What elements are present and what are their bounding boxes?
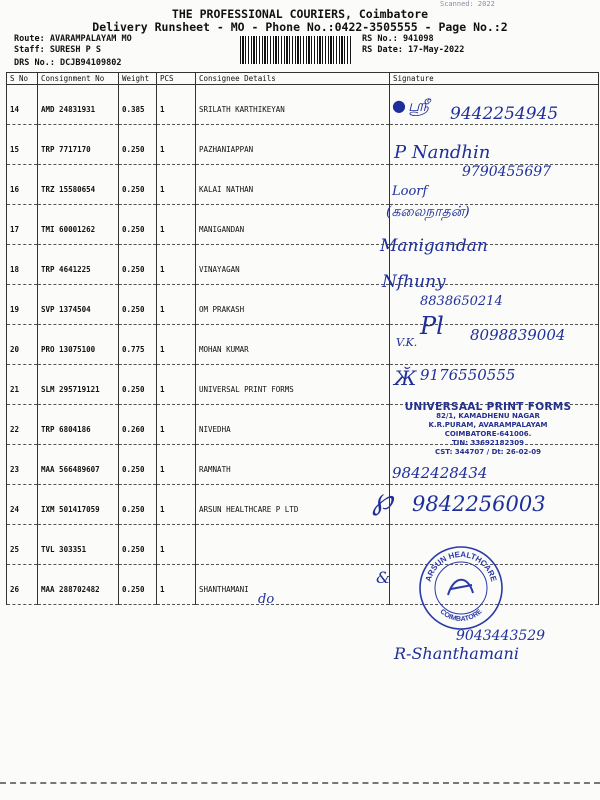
- stamp-line4: COIMBATORE-641006.: [444, 430, 532, 438]
- table-row: [7, 565, 599, 605]
- cell-consignee: VINAYAGAN: [196, 245, 390, 285]
- cell-consignee: NIVEDHA: [196, 405, 390, 445]
- company-title: THE PROFESSIONAL COURIERS, Coimbatore: [171, 7, 429, 21]
- signature-14: ஸ்ரீ: [408, 96, 429, 115]
- table-row: [7, 125, 599, 165]
- cell-consignee: RAMNATH: [196, 445, 390, 485]
- handwritten-tamil-16: (கலைநாதன்): [386, 204, 470, 220]
- runsheet-subtitle: Delivery Runsheet - MO - Phone No.:0422-3505555 - Page No.:2: [92, 20, 508, 34]
- cell-consignee: SRILATH KARTHIKEYAN: [196, 85, 390, 125]
- handwritten-phone-19: 8098839004: [470, 326, 566, 344]
- cell-weight: 0.250: [119, 245, 157, 285]
- cell-consignee: ARSUN HEALTHCARE P LTD: [196, 485, 390, 525]
- cell-consignee: MOHAN KUMAR: [196, 325, 390, 365]
- col-sno: S No: [7, 73, 38, 85]
- cell-sno: 22: [7, 405, 38, 445]
- cell-pcs: 1: [157, 85, 196, 125]
- handwritten-phone-22: 9842428434: [392, 464, 488, 482]
- cell-consignment: PRO 13075100: [38, 325, 119, 365]
- cell-sno: 16: [7, 165, 38, 205]
- bottom-perforation: [0, 782, 600, 784]
- cell-consignment: TVL 303351: [38, 525, 119, 565]
- cell-consignment: IXM 501417059: [38, 485, 119, 525]
- cell-pcs: 1: [157, 165, 196, 205]
- cell-consignment: TRP 7717170: [38, 125, 119, 165]
- signature-20: Ӂ: [394, 366, 417, 390]
- rs-date: RS Date: 17-May-2022: [362, 45, 465, 55]
- cell-pcs: 1: [157, 405, 196, 445]
- svg-text:ARSUN HEALTHCARE: [424, 550, 499, 583]
- cell-consignee: [196, 525, 390, 565]
- cell-weight: 0.250: [119, 485, 157, 525]
- healthcare-round-stamp: [418, 545, 504, 631]
- cell-consignment: SLM 295719121: [38, 365, 119, 405]
- cell-pcs: 1: [157, 245, 196, 285]
- signature-24: &: [376, 568, 391, 587]
- handwritten-word-16: Loorf: [392, 184, 428, 199]
- cell-consignment: TMI 60001262: [38, 205, 119, 245]
- table-header-row: [7, 73, 599, 85]
- cell-pcs: 1: [157, 205, 196, 245]
- cell-sno: 24: [7, 485, 38, 525]
- cell-consignment: MAA 566489607: [38, 445, 119, 485]
- cell-consignment: AMD 24831931: [38, 85, 119, 125]
- table-row: [7, 525, 599, 565]
- round-stamp-top-text: ARSUN HEALTHCARE: [423, 549, 499, 583]
- cell-consignment: MAA 288702482: [38, 565, 119, 605]
- cell-consignment: TRP 4641225: [38, 245, 119, 285]
- handwritten-name-15: P Nandhin: [394, 142, 491, 163]
- stamp-line2: 82/1, KAMADHENU NAGAR: [436, 412, 540, 420]
- handwritten-phone-23: 9842256003: [412, 492, 546, 516]
- rs-number: RS No.: 941098: [362, 34, 434, 44]
- cell-weight: 0.250: [119, 525, 157, 565]
- cell-weight: 0.250: [119, 365, 157, 405]
- cell-pcs: 1: [157, 525, 196, 565]
- table-row: [7, 205, 599, 245]
- signature-19: Pl: [420, 312, 444, 340]
- drs-text: DRS No.: DCJB94109802: [14, 58, 122, 68]
- cell-sno: 20: [7, 325, 38, 365]
- barcode: [240, 36, 352, 64]
- cell-pcs: 1: [157, 365, 196, 405]
- svg-text:COIMBATORE: [438, 608, 483, 623]
- cell-weight: 0.260: [119, 405, 157, 445]
- cell-consignee: PAZHANIAPPAN: [196, 125, 390, 165]
- cell-weight: 0.250: [119, 165, 157, 205]
- cell-sno: 25: [7, 525, 38, 565]
- cell-weight: 0.775: [119, 325, 157, 365]
- cell-sno: 21: [7, 365, 38, 405]
- handwritten-phone-18: 8838650214: [420, 294, 503, 309]
- cell-weight: 0.385: [119, 85, 157, 125]
- cell-consignee: OM PRAKASH: [196, 285, 390, 325]
- handwritten-phone-14: 9442254945: [450, 104, 559, 124]
- round-stamp-bottom-text: COIMBATORE: [438, 608, 484, 624]
- company-stamp: [393, 403, 583, 457]
- cell-consignment: SVP 1374504: [38, 285, 119, 325]
- cell-consignment: TRZ 15580654: [38, 165, 119, 205]
- cell-consignee: KALAI NATHAN: [196, 165, 390, 205]
- col-weight: Weight: [119, 73, 157, 85]
- cell-sno: 17: [7, 205, 38, 245]
- cell-sno: 14: [7, 85, 38, 125]
- handwritten-phone-15: 9790455697: [462, 164, 552, 180]
- handwritten-name-17: Manigandan: [380, 236, 488, 256]
- stamp-line1: UNIVERSAAL PRINT FORMS: [404, 401, 572, 413]
- cell-pcs: 1: [157, 445, 196, 485]
- handwritten-name-26: R-Shanthamani: [394, 644, 519, 663]
- cell-pcs: 1: [157, 125, 196, 165]
- handwritten-phone-26: 9043443529: [456, 628, 546, 644]
- corner-stamp: Scanned: 2022: [440, 0, 495, 8]
- signature-23: ℘: [372, 482, 393, 517]
- table-row: [7, 285, 599, 325]
- staff-text: Staff: SURESH P S: [14, 45, 101, 55]
- cell-pcs: 1: [157, 325, 196, 365]
- table-row: [7, 245, 599, 285]
- stamp-line6: CST: 344707 / Dt: 26-02-09: [434, 448, 542, 456]
- cell-pcs: 1: [157, 285, 196, 325]
- cell-sno: 18: [7, 245, 38, 285]
- cell-weight: 0.250: [119, 285, 157, 325]
- cell-consignee: UNIVERSAL PRINT FORMS: [196, 365, 390, 405]
- col-consignee: Consignee Details: [196, 73, 390, 85]
- handwritten-mark-25: do: [258, 592, 275, 607]
- cell-pcs: 1: [157, 565, 196, 605]
- cell-consignee: MANIGANDAN: [196, 205, 390, 245]
- col-consignment: Consignment No: [38, 73, 119, 85]
- cell-sno: 19: [7, 285, 38, 325]
- ink-dot-icon: ●: [392, 96, 406, 115]
- stamp-line3: K.R.PURAM, AVARAMPALAYAM: [428, 421, 548, 429]
- cell-consignee: SHANTHAMANI: [196, 565, 390, 605]
- cell-weight: 0.250: [119, 205, 157, 245]
- col-signature: Signature: [390, 73, 599, 85]
- route-text: Route: AVARAMPALAYAM MO: [14, 34, 132, 44]
- col-pcs: PCS: [157, 73, 196, 85]
- cell-weight: 0.250: [119, 565, 157, 605]
- stamp-line5: TIN: 33692182309: [451, 439, 525, 447]
- cell-sno: 23: [7, 445, 38, 485]
- signature-18: Nfhuny: [382, 272, 446, 292]
- cell-pcs: 1: [157, 485, 196, 525]
- handwritten-initials-19: V.K.: [396, 336, 418, 349]
- cell-consignment: TRP 6804186: [38, 405, 119, 445]
- handwritten-phone-20: 9176550555: [420, 366, 516, 384]
- cell-weight: 0.250: [119, 445, 157, 485]
- cell-sno: 26: [7, 565, 38, 605]
- cell-weight: 0.250: [119, 125, 157, 165]
- cell-sno: 15: [7, 125, 38, 165]
